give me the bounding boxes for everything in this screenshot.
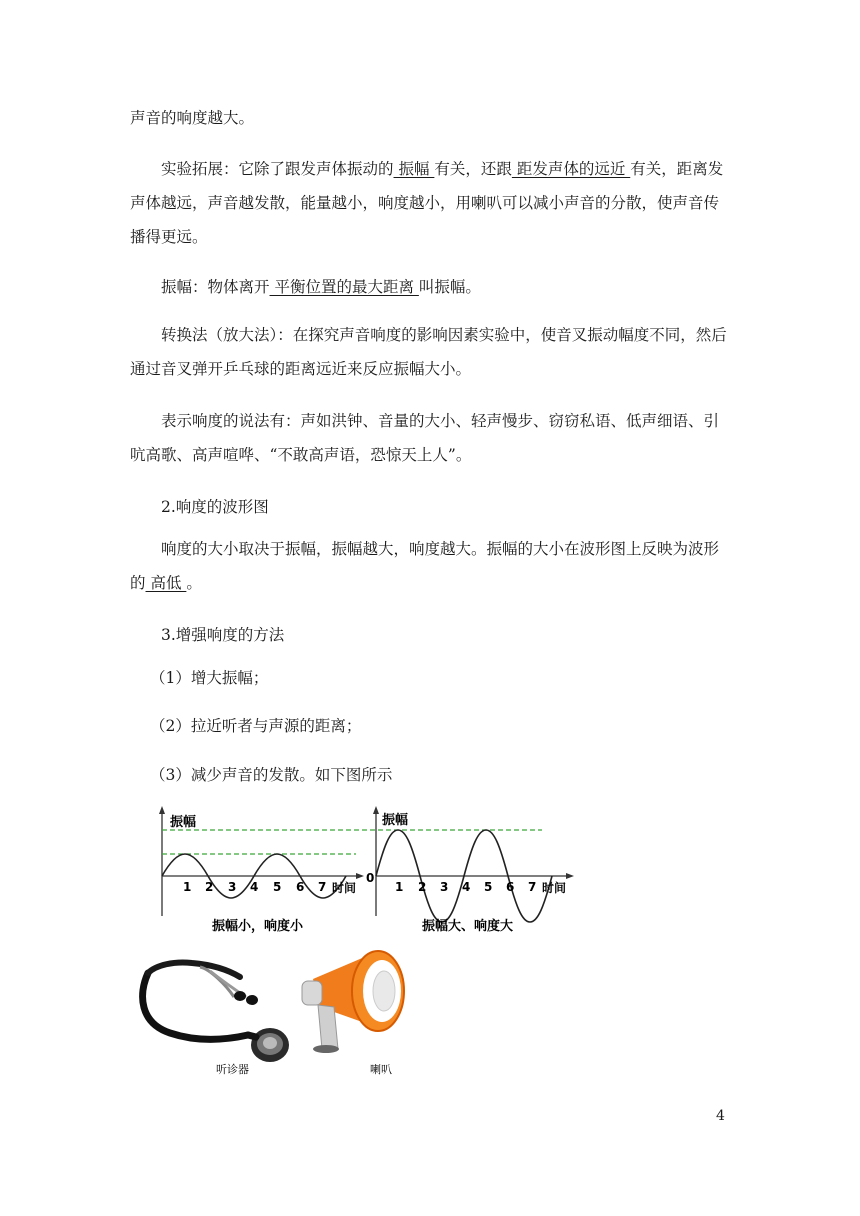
answer-blank-distance: 距发声体的远近	[511, 160, 631, 178]
stethoscope-tube	[143, 973, 248, 1039]
megaphone-handle-top	[302, 981, 322, 1005]
waveform-comparison-figure	[150, 800, 580, 942]
paragraph-experiment-extension	[130, 152, 730, 254]
tick-label: 3	[440, 880, 449, 894]
x-axis-arrow	[566, 873, 574, 879]
paragraph-waveform	[130, 532, 730, 600]
megaphone-bell-cone	[373, 971, 395, 1011]
tick-label: 2	[418, 880, 427, 894]
text-run: 叫振幅。	[418, 278, 481, 296]
stethoscope-caption: 听诊器	[216, 1063, 249, 1076]
x-axis-arrow	[356, 873, 364, 879]
answer-blank-height: 高低	[145, 574, 187, 592]
origin-label: 0	[366, 871, 375, 885]
y-axis-label: 振幅	[382, 813, 409, 828]
earpiece	[234, 991, 246, 1001]
megaphone-shadow	[313, 1045, 339, 1053]
text-run: 振幅：物体离开	[161, 278, 270, 296]
waveform-small-amplitude	[159, 806, 364, 934]
stethoscope-tube	[248, 1035, 256, 1037]
y-axis-arrow	[159, 806, 165, 814]
figure-caption: 振幅大、响度大	[422, 919, 514, 934]
paragraph-loudness-expressions: 表示响度的说法有：声如洪钟、音量的大小、轻声慢步、窃窃私语、低声细语、引吭高歌、高声喧哗、“不敢高声语，恐惊天上人”。	[130, 412, 720, 464]
text-run: 响度的大小取决于振幅，振幅越大，响度越大。振幅的大小在波形图上反映为波形的	[130, 540, 720, 592]
x-axis-label: 时间	[542, 881, 567, 895]
tick-label: 2	[205, 880, 214, 894]
tick-label: 5	[484, 880, 493, 894]
earpiece	[246, 995, 258, 1005]
text-run: 。	[186, 574, 202, 592]
tick-label: 3	[228, 880, 237, 894]
y-axis-label: 振幅	[170, 815, 197, 830]
list-item-3: （3）减少声音的发散。如下图所示	[150, 766, 393, 784]
list-item-1: （1）增大振幅；	[150, 669, 269, 687]
paragraph-amplitude-definition	[130, 270, 730, 304]
tick-label: 7	[528, 880, 537, 894]
tick-label: 6	[506, 880, 515, 894]
page-number: 4	[716, 1108, 725, 1124]
paragraph-loudness-end: 声音的响度越大。	[130, 109, 255, 127]
answer-blank-amplitude: 振幅	[393, 160, 435, 178]
y-axis-arrow	[373, 806, 379, 814]
section-heading-methods: 3.增强响度的方法	[161, 626, 285, 644]
tick-label: 4	[462, 880, 471, 894]
tick-label: 1	[183, 880, 192, 894]
paragraph-conversion-method: 转换法（放大法）：在探究声音响度的影响因素实验中，使音叉振动幅度不同，然后通过音叉弹开乒乓球的距离远近来反应振幅大小。	[130, 326, 727, 378]
x-axis-label: 时间	[332, 881, 357, 895]
text-run: 有关，距离发声体越远，声音越发散，能量越小，响度越小，用喇叭可以减小声音的分散，使声音传播得更远。	[130, 160, 724, 246]
waveform-large-amplitude	[366, 806, 574, 934]
sound-tools-figure	[130, 945, 430, 1085]
answer-blank-max-distance: 平衡位置的最大距离	[269, 278, 419, 296]
stethoscope-image	[143, 962, 289, 1062]
tick-label: 6	[296, 880, 305, 894]
stethoscope-tube	[148, 962, 240, 977]
megaphone-caption: 喇叭	[370, 1063, 392, 1076]
text-run: 有关，还跟	[434, 160, 512, 178]
tick-label: 7	[318, 880, 327, 894]
tick-label: 5	[273, 880, 282, 894]
figure-caption: 振幅小，响度小	[212, 919, 304, 934]
tick-label: 1	[395, 880, 404, 894]
section-heading-waveform: 2.响度的波形图	[161, 498, 269, 516]
text-run: 实验拓展：它除了跟发声体振动的	[161, 160, 394, 178]
megaphone-image	[302, 951, 404, 1053]
list-item-2: （2）拉近听者与声源的距离；	[150, 717, 362, 735]
tick-label: 4	[250, 880, 259, 894]
chestpiece-center	[263, 1037, 277, 1049]
